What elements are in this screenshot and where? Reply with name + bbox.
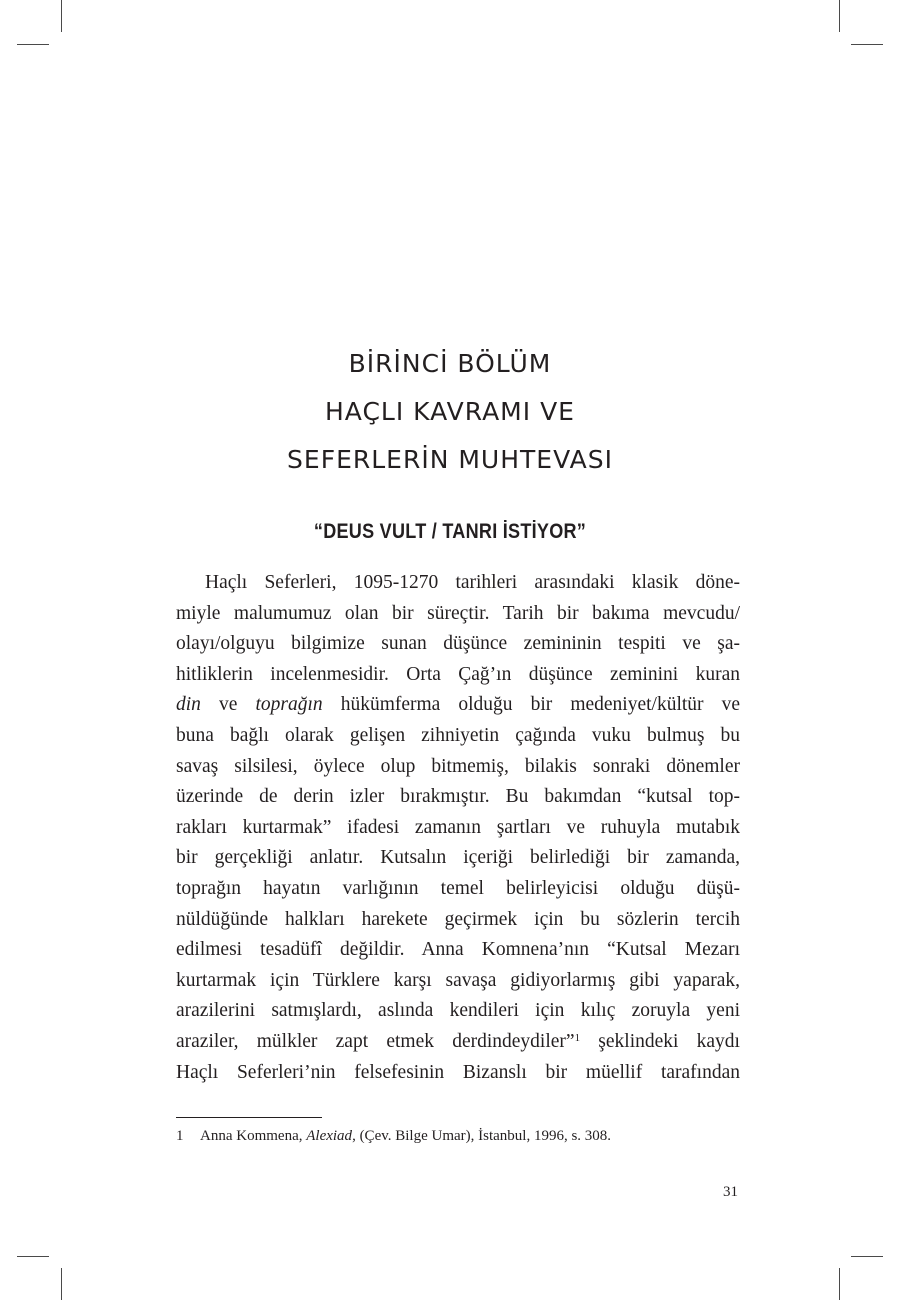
paragraph-line-fragment: şeklindeki kaydı [580, 1030, 740, 1052]
section-heading: “DEUS VULT / TANRI İSTİYOR” [313, 520, 587, 543]
chapter-title-line-2: HAÇLI KAVRAMI VE [325, 397, 575, 426]
paragraph-line: arazilerini satmışlardı, aslında kendileri için kılıç zoruyla yeni [176, 1000, 740, 1022]
paragraph-line: buna bağlı olarak gelişen zihniyetin çağında vuku bulmuş bu [176, 724, 740, 746]
italic-word-din: din [176, 694, 201, 716]
paragraph-line-fragment: araziler, mülkler zapt etmek derdindeydiler” [176, 1030, 575, 1052]
footnote-reference[interactable]: 1 [574, 1031, 581, 1044]
footnote [176, 1126, 611, 1146]
footnote-number: 1 [176, 1128, 184, 1144]
paragraph-line-fragment: hükümferma olduğu bir medeniyet/kültür ve [322, 694, 741, 716]
crop-mark-top-left-horizontal [17, 44, 49, 45]
crop-mark-bottom-left-horizontal [17, 1256, 49, 1257]
page-number: 31 [723, 1184, 738, 1200]
footnote-book-title: Alexiad [306, 1128, 353, 1144]
paragraph-line: toprağın hayatın varlığının temel belirleyicisi olduğu düşü- [176, 877, 740, 899]
footnote-text: Anna Kommena, [200, 1128, 307, 1144]
paragraph-line [176, 1027, 740, 1058]
crop-mark-top-left-vertical [61, 0, 62, 32]
paragraph-line: hitliklerin incelenmesidir. Orta Çağ’ın düşünce zeminini kuran [176, 663, 740, 685]
paragraph-line: bir gerçekliği anlatır. Kutsalın içeriği belirlediği bir zamanda, [176, 847, 740, 869]
paragraph-line-fragment: ve [200, 694, 256, 716]
crop-mark-bottom-right-vertical [839, 1268, 840, 1300]
footnote-text: , (Çev. Bilge Umar), İstanbul, 1996, s. 308. [352, 1128, 612, 1144]
paragraph-line: Haçlı Seferleri, 1095-1270 tarihleri arasındaki klasik döne- [205, 572, 740, 593]
crop-mark-top-right-horizontal [851, 44, 883, 45]
paragraph-line: nüldüğünde halkları harekete geçirmek için bu sözlerin tercih [176, 908, 740, 930]
crop-mark-top-right-vertical [839, 0, 840, 32]
paragraph-line: miyle malumumuz olan bir süreçtir. Tarih bir bakıma mevcudu/ [176, 602, 740, 624]
paragraph-line: Haçlı Seferleri’nin felsefesinin Bizanslı bir müellif tarafından [176, 1061, 740, 1083]
italic-word-topragin: toprağın [255, 694, 323, 716]
crop-mark-bottom-left-vertical [61, 1268, 62, 1300]
paragraph-line: savaş silsilesi, öylece olup bitmemiş, bilakis sonraki dönemler [176, 755, 740, 777]
paragraph-line: üzerinde de derin izler bırakmıştır. Bu bakımdan “kutsal top- [176, 786, 740, 808]
paragraph-line: olayı/olguyu bilgimize sunan düşünce zemininin tespiti ve şa- [176, 633, 740, 655]
body-paragraph [176, 568, 740, 1088]
chapter-title [0, 340, 900, 484]
chapter-title-line-1: BİRİNCİ BÖLÜM [348, 349, 552, 378]
paragraph-line: edilmesi tesadüfî değildir. Anna Komnena’nın “Kutsal Mezarı [176, 939, 740, 961]
paragraph-line [176, 690, 740, 721]
paragraph-line: rakları kurtarmak” ifadesi zamanın şartları ve ruhuyla mutabık [176, 816, 740, 838]
paragraph-line: kurtarmak için Türklere karşı savaşa gidiyorlarmış gibi yaparak, [176, 969, 740, 991]
chapter-title-line-3: SEFERLERİN MUHTEVASI [287, 445, 613, 474]
crop-mark-bottom-right-horizontal [851, 1256, 883, 1257]
footnote-divider [176, 1117, 322, 1118]
